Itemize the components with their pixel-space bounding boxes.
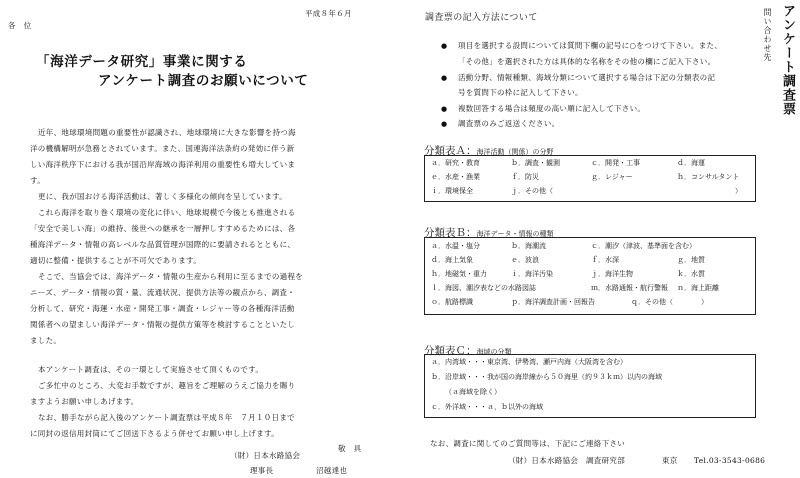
table-b-cell: ｏ．航路標識 [431,298,473,306]
table-b-cell: ａ．水温・塩分 [431,242,480,250]
signer-title: 理事長 [250,466,274,475]
contact-note: なお、調査に関してのご質問等は、下記にご連絡下さい [430,439,625,448]
instruction-line: 複数回答する場合は頻度の高い順に記入して下さい。 [458,104,646,113]
paragraph-line: しい海洋秩序下における我が国沿岸海域の海洋利用の重要性も増大していま [30,160,296,169]
contact-organization: （財）日本水路協会 調査研究部 [508,456,625,465]
table-a-cell: ｅ．水産・漁業 [431,173,480,181]
paragraph-line: 分析して、研究・海運・水産・開発工事・調査・レジャー等の各種海洋活動 [30,304,295,313]
paragraph-line: これら海洋を取り巻く環境の変化に伴い、地球規模で今後とも推進される [38,208,296,217]
paragraph-line: ますようお願い申しあげます。 [30,397,139,406]
table-c-row: ａ．内湾域・・・東京湾、伊勢湾、瀬戸内海（大阪湾を含む） [431,358,627,366]
bullet-icon: ● [441,74,448,82]
instruction-line: 活動分野、情報種類、海域分類について選択する場合は下記の分類表の記 [458,73,716,82]
instruction-line: 号を質問下の枠に記入して下さい。 [458,88,583,97]
table-b-cell: ｊ．海洋生物 [591,270,633,278]
paragraph-line: ご多忙中のところ、大変お手数ですが、趣旨をご理解のうえご協力を賜り [38,381,296,390]
paragraph-line: なお、勝手ながら記入後のアンケート調査票は平成８年 ７月１０日まで [38,413,295,422]
table-a-cell: ｈ．コンサルタント [677,173,740,181]
paragraph-line: 更に、我が国おける海洋活動は、著しく多様化の傾向を呈しています。 [38,192,287,201]
table-c-title: 分類表Ｃ： [424,345,477,357]
paragraph-line: 洋の機構解明が急務とされています。また、国連海洋法条約の発効に伴う新 [30,144,295,153]
paragraph-line: す。 [30,176,45,185]
instruction-line: 項目を選択する設問については質問下欄の記号に○をつけて下さい。また、 [458,41,723,50]
bullet-icon: ● [441,120,448,128]
bullet-icon: ● [441,42,448,50]
paragraph-line: に同封の返信用封筒にてご回送下さるよう併せてお願い申し上げます。 [30,429,279,438]
table-c [424,354,756,418]
table-c-row: ｃ．外洋域・・・ａ，ｂ以外の海域 [431,403,543,411]
table-b-cell: ｂ．海潮流 [511,242,546,250]
table-a-cell: ｃ．開発・工事 [591,159,640,167]
title-line-1: 「海洋データ研究」事業に関する [36,54,248,70]
table-b-cell: ｑ．その他（ ） [631,298,708,306]
table-b-cell: ｐ．海洋調査計画・回報告 [511,298,595,306]
table-b-cell: ｈ．地磁気・重力 [431,270,487,278]
table-b-cell: ｃ．潮汐（津波、基準面を含む） [591,242,696,250]
table-a-cell: ｂ．調査・観測 [511,159,560,167]
survey-title-vertical: アンケート調査票 [780,4,795,116]
table-b-cell: ｆ．水深 [591,256,619,264]
closing: 敬 具 [338,444,362,453]
signer-name: 沼越達也 [316,466,348,475]
table-a-cell: ｉ．環境保全 [431,187,473,195]
paragraph-line: 関係者への望ましい海洋データ・情報の提供方策等を検討することといたし [30,320,296,329]
contact-place: 東京 [662,456,678,465]
table-b-cell: ｅ．波浪 [511,256,539,264]
addressee: 各 位 [8,21,32,30]
table-b-cell: ｋ．水質 [677,270,705,278]
table-a-title: 分類表Ａ： [424,145,477,157]
table-a-subtitle: 海洋活動（関係）の分野 [476,148,554,156]
table-b-cell: ｉ．海洋汚染 [511,270,553,278]
paragraph-line: ニーズ、データ・情報の質・量、流通状況、提供方法等の観点から、調査・ [30,288,296,297]
paragraph-line: 適切に整備・提供することが不可欠であります。 [30,256,201,265]
inquiry-label-vertical: 問い合わせ先 [763,8,772,62]
method-title: 調査票の記入方法について [425,13,538,23]
table-c-subtitle: 海域の分類 [476,348,512,356]
table-a [424,155,756,202]
table-a-cell: ｇ．レジャー [591,173,633,181]
table-b-cell: ｎ．海上距離 [677,284,719,292]
paragraph-line: 本アンケート調査は、その一環として実施させて頂くものです。 [38,365,264,374]
paragraph-line: 種海洋データ・情報の高レベルな品質管理が国際的に要請されるとともに、 [30,240,296,249]
paragraph-line: ました。 [30,336,62,345]
instruction-line: 調査票のみご返送ください。 [458,119,560,128]
table-b-cell: ｍ．水路通報・航行警報 [591,284,668,292]
table-b-cell: ｌ．海図、潮汐表などの水路図誌 [431,284,536,292]
paragraph-line: 近年、地球環境問題の重要性が認識され、地球環境に大きな影響を持つ海 [38,128,296,137]
paragraph-line: 「安全で美しい海」の維持、後世への継承を一層押しすすめるためには、各 [30,224,296,233]
table-b [424,237,756,315]
title-line-2: アンケート調査のお願いについて [98,73,309,89]
bullet-icon: ● [441,105,448,113]
organization: （財）日本水路協会 [230,451,301,460]
table-a-cell: ｆ．防災 [511,173,539,181]
instruction-line: 「その他」を選択された方は具体的な名称をその他の欄にご記入下さい。 [458,57,716,66]
table-b-cell: ｄ．海上気象 [431,256,473,264]
table-a-cell: ｊ．その他（ [511,187,553,195]
paragraph-line: そこで、当協会では、海洋データ・情報の生産から利用に至るまでの過程を [38,272,304,281]
table-b-subtitle: 海洋データ・情報の種類 [476,230,554,238]
table-c-row: （ａ海域を除く） [445,388,501,396]
table-a-cell: ） [735,187,742,195]
table-a-cell: ａ．研究・教育 [431,159,480,167]
contact-phone: Tel.03-3543-0686 [694,456,766,465]
table-b-title: 分類表Ｂ： [424,227,477,239]
document-date: 平成８年６月 [305,9,352,18]
table-a-cell: ｄ．海運 [677,159,705,167]
table-c-row: ｂ．沿岸域・・・我が国の海岸線から５０海里（約９３ｋｍ）以内の海域 [431,373,662,381]
table-b-cell: ｇ．地質 [677,256,705,264]
